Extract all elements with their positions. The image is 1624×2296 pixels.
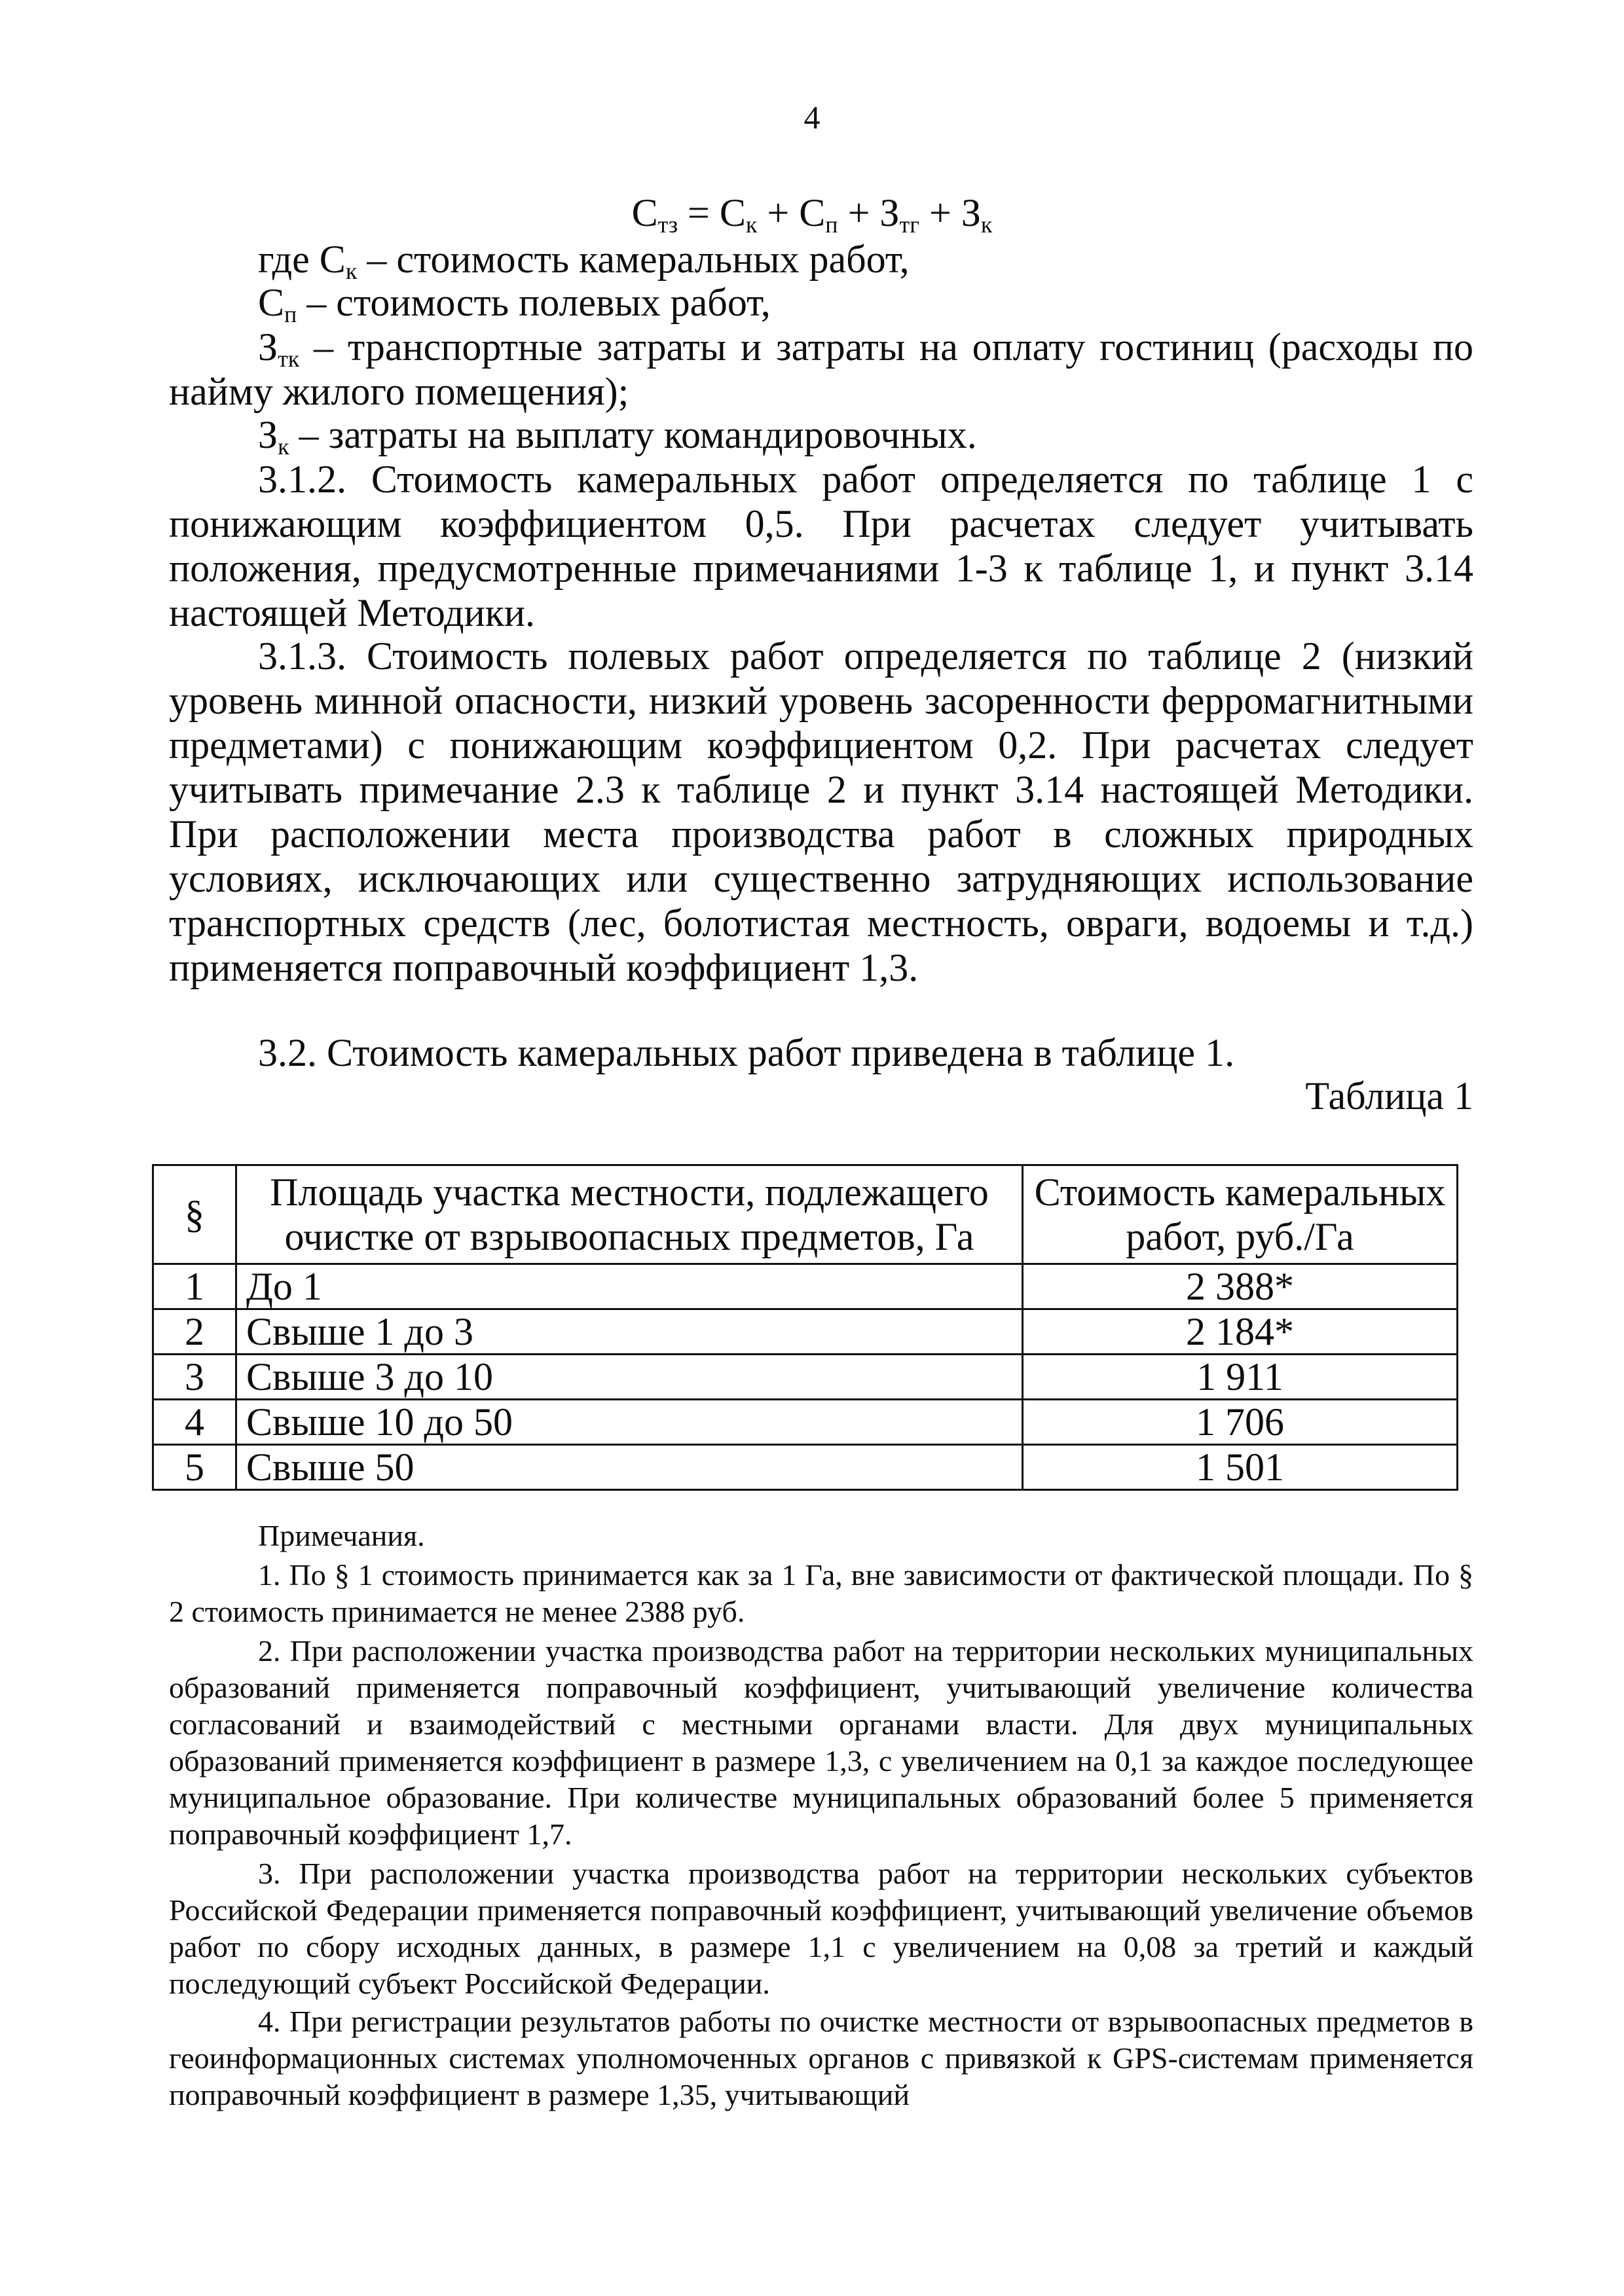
header-cost: Стоимость камеральных работ, руб./Га xyxy=(1023,1165,1458,1264)
row-area: До 1 xyxy=(236,1264,1023,1309)
paragraph-3-1-2: 3.1.2. Стоимость камеральных работ определяется по таблице 1 с понижающим коэффициентом 0,5. При расчетах следует учитывать положения, предусмотренные примечаниями 1-3 к таблице 1, и пункт 3.14 настоящей Методики. xyxy=(169,458,1473,634)
cost-formula: $C_{тз} = C_к + C_п + З_{тг} + З_к$ xyxy=(631,191,993,238)
row-cost: 2 184* xyxy=(1023,1309,1458,1355)
definition-ztk: $З_{тк}$ – транспортные затраты и затраты на оплату гостиниц (расходы по найму жилого помещения); xyxy=(169,325,1473,413)
page-number: 4 xyxy=(803,99,821,136)
cost-table xyxy=(152,1164,1458,1491)
row-area: Свыше 10 до 50 xyxy=(236,1400,1023,1445)
table-header-row xyxy=(153,1165,1458,1264)
definition-ck: где $C_к$ – стоимость камеральных работ, xyxy=(258,238,910,284)
note-2: 2. При расположении участка производства работ на территории нескольких муниципальных образований применяется поправочный коэффициент, учитывающий увеличение количества согласований и взаимодействий с местными органами власти. Для двух муниципальных образований применяется коэффициент в размере 1,3, с увеличением на 0,1 за каждое последующее муниципальное образование. При количестве муниципальных образований более 5 применяется поправочный коэффициент 1,7. xyxy=(169,1634,1473,1851)
row-number: 2 xyxy=(153,1309,236,1355)
note-3: 3. При расположении участка производства работ на территории нескольких субъектов Российской Федерации применяется поправочный коэффициент, учитывающий увеличение объемов работ по сбору исходных данных, в размере 1,1 с увеличением на 0,08 за третий и каждый последующий субъект Российской Федерации. xyxy=(169,1857,1473,2000)
table-row xyxy=(153,1445,1458,1490)
row-number: 5 xyxy=(153,1445,236,1490)
header-section: § xyxy=(153,1165,236,1264)
row-cost: 1 501 xyxy=(1023,1445,1458,1490)
table-row xyxy=(153,1264,1458,1309)
notes-title: Примечания. xyxy=(258,1519,425,1552)
definition-zk: $З_к$ – затраты на выплату командировочных. xyxy=(258,413,977,460)
table-caption: Таблица 1 xyxy=(1305,1074,1473,1118)
table-row xyxy=(153,1400,1458,1445)
table-row xyxy=(153,1309,1458,1355)
row-area: Свыше 3 до 10 xyxy=(236,1355,1023,1400)
row-area: Свыше 1 до 3 xyxy=(236,1309,1023,1355)
row-number: 3 xyxy=(153,1355,236,1400)
table-row xyxy=(153,1355,1458,1400)
definition-cp: $C_п$ – стоимость полевых работ, xyxy=(258,281,771,327)
paragraph-3-1-3: 3.1.3. Стоимость полевых работ определяется по таблице 2 (низкий уровень минной опасности, низкий уровень засоренности ферромагнитными предметами) с понижающим коэффициентом 0,2. При расчетах следует учитывать примечание 2.3 к таблице 2 и пункт 3.14 настоящей Методики. При расположении места производства работ в сложных природных условиях, исключающих или существенно затрудняющих использование транспортных средств (лес, болотистая местность, овраги, водоемы и т.д.) применяется поправочный коэффициент 1,3. xyxy=(169,634,1473,989)
row-area: Свыше 50 xyxy=(236,1445,1023,1490)
paragraph-3-2: 3.2. Стоимость камеральных работ приведена в таблице 1. xyxy=(258,1031,1235,1074)
row-cost: 2 388* xyxy=(1023,1264,1458,1309)
note-1: 1. По § 1 стоимость принимается как за 1 Га, вне зависимости от фактической площади. По § 2 стоимость принимается не менее 2388 руб. xyxy=(169,1558,1473,1628)
note-4: 4. При регистрации результатов работы по очистке местности от взрывоопасных предметов в геоинформационных системах уполномоченных органов с привязкой к GPS-системам применяется поправочный коэффициент в размере 1,35, учитывающий xyxy=(169,2005,1473,2111)
header-area: Площадь участка местности, подлежащего очистке от взрывоопасных предметов, Га xyxy=(236,1165,1023,1264)
row-number: 1 xyxy=(153,1264,236,1309)
row-number: 4 xyxy=(153,1400,236,1445)
row-cost: 1 706 xyxy=(1023,1400,1458,1445)
row-cost: 1 911 xyxy=(1023,1355,1458,1400)
